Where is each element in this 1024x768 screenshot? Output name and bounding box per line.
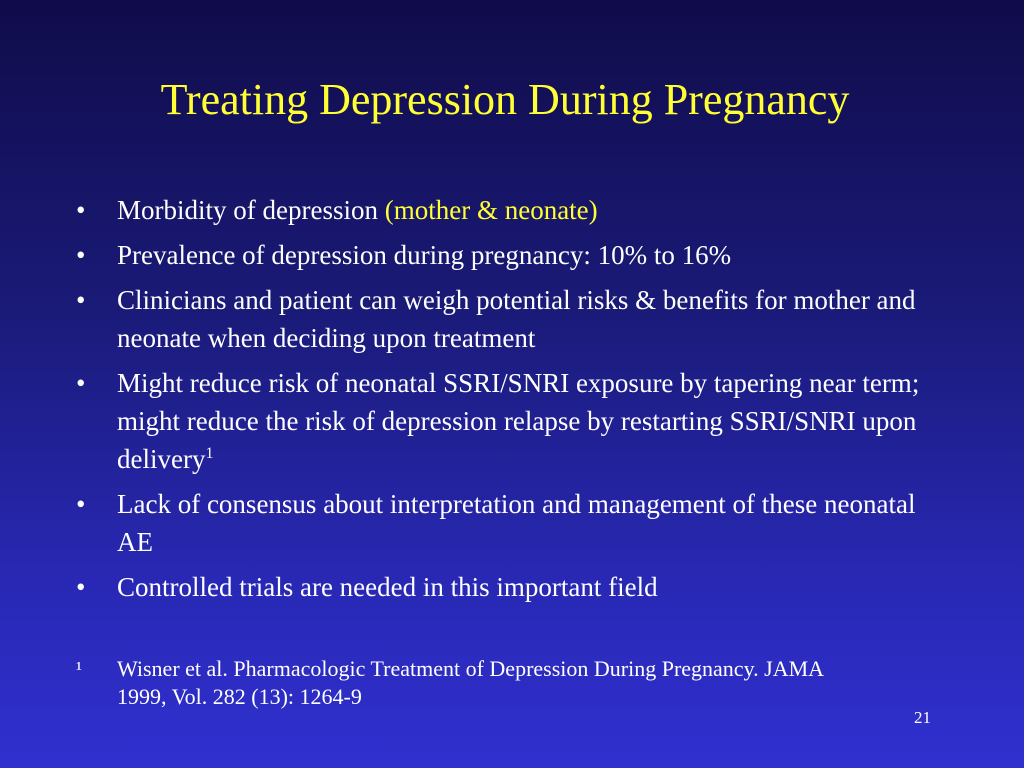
bullet-item bbox=[76, 236, 956, 274]
bullet-item bbox=[76, 191, 956, 229]
bullet-text: Clinicians and patient can weigh potential risks & benefits for mother and neonate when deciding upon treatment bbox=[117, 285, 916, 353]
bullet-marker: • bbox=[76, 240, 86, 270]
bullet-item bbox=[76, 281, 956, 357]
bullet-text: Lack of consensus about interpretation and management of these neonatal AE bbox=[117, 489, 916, 557]
footnote bbox=[76, 655, 876, 711]
bullet-item bbox=[76, 568, 956, 606]
slide-title: Treating Depression During Pregnancy bbox=[160, 75, 850, 124]
footnote-marker: ¹ bbox=[76, 658, 82, 680]
bullet-list bbox=[76, 191, 956, 613]
bullet-highlight: (mother & neonate) bbox=[384, 195, 598, 225]
bullet-text: Morbidity of depression bbox=[117, 195, 385, 225]
bullet-marker: • bbox=[76, 368, 86, 398]
bullet-marker: • bbox=[76, 489, 86, 519]
bullet-marker: • bbox=[76, 572, 86, 602]
bullet-text: Prevalence of depression during pregnancy: 10% to 16% bbox=[117, 240, 732, 270]
bullet-item bbox=[76, 485, 956, 561]
page-number: 21 bbox=[914, 708, 931, 727]
bullet-text: Might reduce risk of neonatal SSRI/SNRI exposure by tapering near term; might reduce the risk of depression relapse by restarting SSRI/SNRI upon delivery bbox=[117, 368, 920, 474]
bullet-item bbox=[76, 364, 956, 478]
footnote-reference: 1 bbox=[205, 445, 214, 462]
bullet-text: Controlled trials are needed in this important field bbox=[117, 572, 658, 602]
bullet-marker: • bbox=[76, 285, 86, 315]
bullet-marker: • bbox=[76, 195, 86, 225]
footnote-text: Wisner et al. Pharmacologic Treatment of Depression During Pregnancy. JAMA 1999, Vol. 282 (13): 1264-9 bbox=[117, 656, 823, 709]
